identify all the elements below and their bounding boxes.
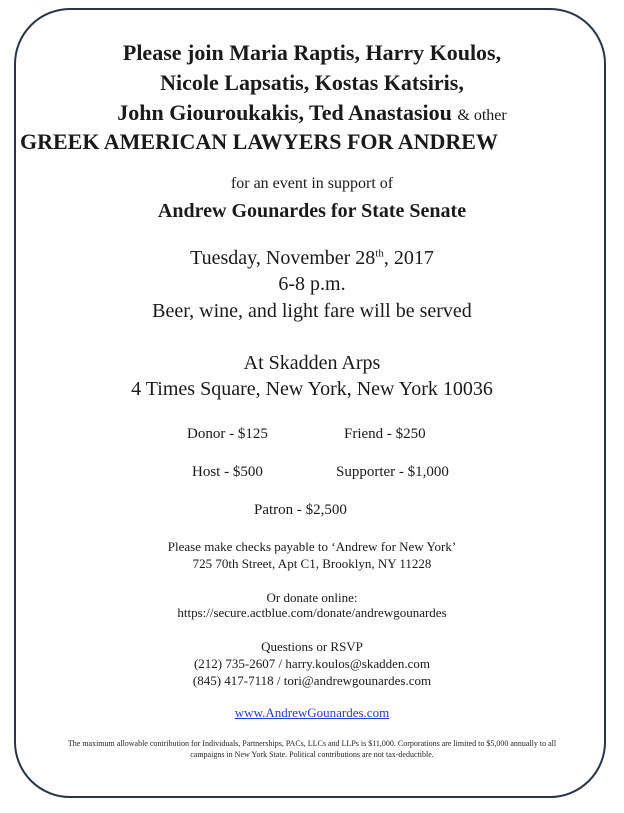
event-date-year: , 2017	[383, 247, 434, 269]
event-date	[0, 247, 624, 270]
hosts-line-1: Please join Maria Raptis, Harry Koulos,	[122, 40, 502, 65]
level-host: Host - $500	[192, 464, 263, 480]
donate-online-url: https://secure.actblue.com/donate/andrewgounardes	[177, 605, 447, 620]
event-time: 6-8 p.m.	[278, 273, 346, 295]
checks-address: 725 70th Street, Apt C1, Brooklyn, NY 11228	[192, 556, 432, 571]
hosts-line-2: Nicole Lapsatis, Kostas Katsiris,	[160, 70, 464, 95]
rsvp-contact-2: (845) 417-7118 / tori@andrewgounardes.com	[192, 673, 432, 688]
website-link[interactable]: www.AndrewGounardes.com	[234, 705, 390, 720]
hosts-line-3	[0, 100, 624, 126]
event-date-prefix: Tuesday, November 28	[190, 247, 376, 269]
legal-disclaimer: The maximum allowable contribution for Individuals, Partnerships, PACs, LLCs and LLPs is $11,000. Corporations are limited to $5,000 annually to all campaigns in New York State. Political contributions are not tax-deductible.	[67, 739, 557, 759]
level-friend: Friend - $250	[344, 426, 426, 442]
checks-payable: Please make checks payable to ‘Andrew for New York’	[167, 539, 457, 554]
event-intro: for an event in support of	[230, 175, 394, 192]
level-donor: Donor - $125	[187, 426, 268, 442]
level-patron: Patron - $2,500	[254, 502, 347, 518]
event-date-suffix-sup: th	[375, 247, 384, 260]
event-address: 4 Times Square, New York, New York 10036	[131, 378, 493, 400]
candidate-title: Andrew Gounardes for State Senate	[157, 200, 467, 222]
organization-name: GREEK AMERICAN LAWYERS FOR ANDREW	[20, 129, 498, 154]
donate-online-label: Or donate online:	[266, 590, 358, 605]
hosts-line-3-suffix: & other	[457, 107, 507, 124]
event-refreshments: Beer, wine, and light fare will be served	[152, 300, 472, 322]
rsvp-contact-1: (212) 735-2607 / harry.koulos@skadden.com	[193, 656, 431, 671]
hosts-line-3-names: John Giouroukakis, Ted Anastasiou	[117, 100, 452, 125]
event-venue: At Skadden Arps	[243, 352, 381, 374]
level-supporter: Supporter - $1,000	[336, 464, 449, 480]
rsvp-heading: Questions or RSVP	[261, 639, 363, 654]
